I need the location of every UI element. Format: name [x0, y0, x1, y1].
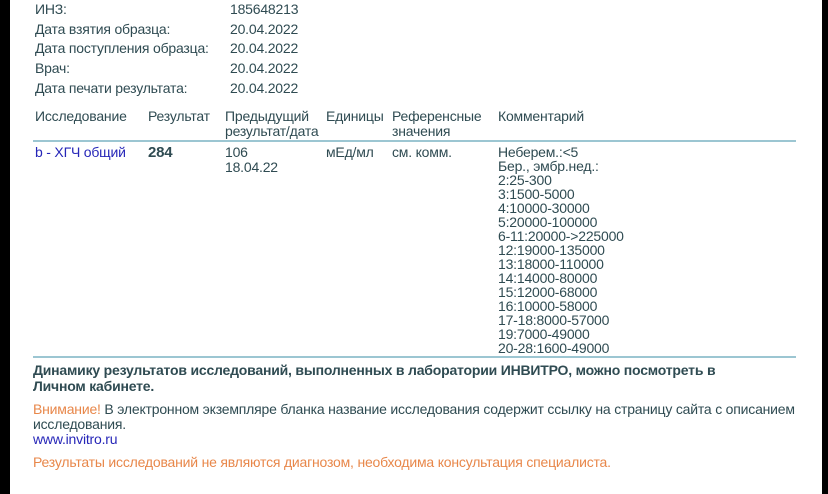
dynamics-note: Динамику результатов исследований, выполненных в лаборатории ИНВИТРО, можно посмотреть в	[33, 362, 716, 378]
info-label: ИНЗ:	[35, 1, 67, 17]
info-label: Дата печати результата:	[35, 80, 188, 96]
comment-line: Неберем.:<5	[498, 144, 579, 160]
warning-label: Внимание!	[33, 401, 101, 417]
result-form	[10, 0, 822, 494]
warning	[33, 402, 795, 416]
disclaimer: Результаты исследований не являются диагнозом, необходима консультация специалиста.	[33, 454, 611, 470]
comment-line: 6-11:20000->225000	[498, 228, 624, 244]
header-reference-2: значения	[392, 123, 451, 139]
test-name-link[interactable]: b - ХГЧ общий	[35, 144, 126, 160]
header-previous-date: результат/дата	[225, 123, 319, 139]
comment-line: 20-28:1600-49000	[498, 340, 610, 356]
comment-line: 15:12000-68000	[498, 284, 598, 300]
comment-line: 13:18000-110000	[498, 256, 604, 272]
comment-line: 3:1500-5000	[498, 186, 575, 202]
units: мЕд/мл	[326, 144, 374, 160]
previous-date: 18.04.22	[225, 159, 278, 175]
divider	[33, 140, 796, 142]
warning-text-2: исследования.	[33, 416, 126, 432]
dynamics-note-2: Личном кабинете.	[33, 378, 155, 394]
header-previous: Предыдущий	[225, 108, 309, 124]
info-value: 20.04.2022	[230, 80, 299, 96]
info-value: 20.04.2022	[230, 60, 299, 76]
comment-line: 2:25-300	[498, 172, 552, 188]
comment-line: 17-18:8000-57000	[498, 312, 610, 328]
comment-line: 4:10000-30000	[498, 200, 590, 216]
result-value: 284	[148, 144, 173, 161]
info-label: Врач:	[35, 60, 70, 76]
comment-line: 5:20000-100000	[498, 214, 598, 230]
comment-line: 12:19000-135000	[498, 242, 605, 258]
info-value: 20.04.2022	[230, 40, 299, 56]
header-comment: Комментарий	[498, 108, 584, 124]
comment-line: 14:14000-80000	[498, 270, 598, 286]
comment-line: 16:10000-58000	[498, 298, 598, 314]
reference: см. комм.	[392, 144, 452, 160]
header-result: Результат	[148, 108, 210, 124]
previous-value: 106	[225, 144, 248, 160]
comment-line: 19:7000-49000	[498, 326, 590, 342]
info-value: 185648213	[230, 1, 299, 17]
divider	[33, 356, 796, 358]
header-units: Единицы	[326, 108, 384, 124]
comment-line: Бер., эмбр.нед.:	[498, 158, 599, 174]
header-test: Исследование	[35, 108, 127, 124]
info-value: 20.04.2022	[230, 21, 299, 37]
site-link[interactable]: www.invitro.ru	[33, 431, 118, 447]
info-label: Дата поступления образца:	[35, 40, 209, 56]
warning-text: В электронном экземпляре бланка название исследования содержит ссылку на страницу сайта с описанием	[100, 401, 795, 417]
header-reference: Референсные	[392, 108, 482, 124]
comments	[498, 145, 624, 355]
info-label: Дата взятия образца:	[35, 21, 171, 37]
